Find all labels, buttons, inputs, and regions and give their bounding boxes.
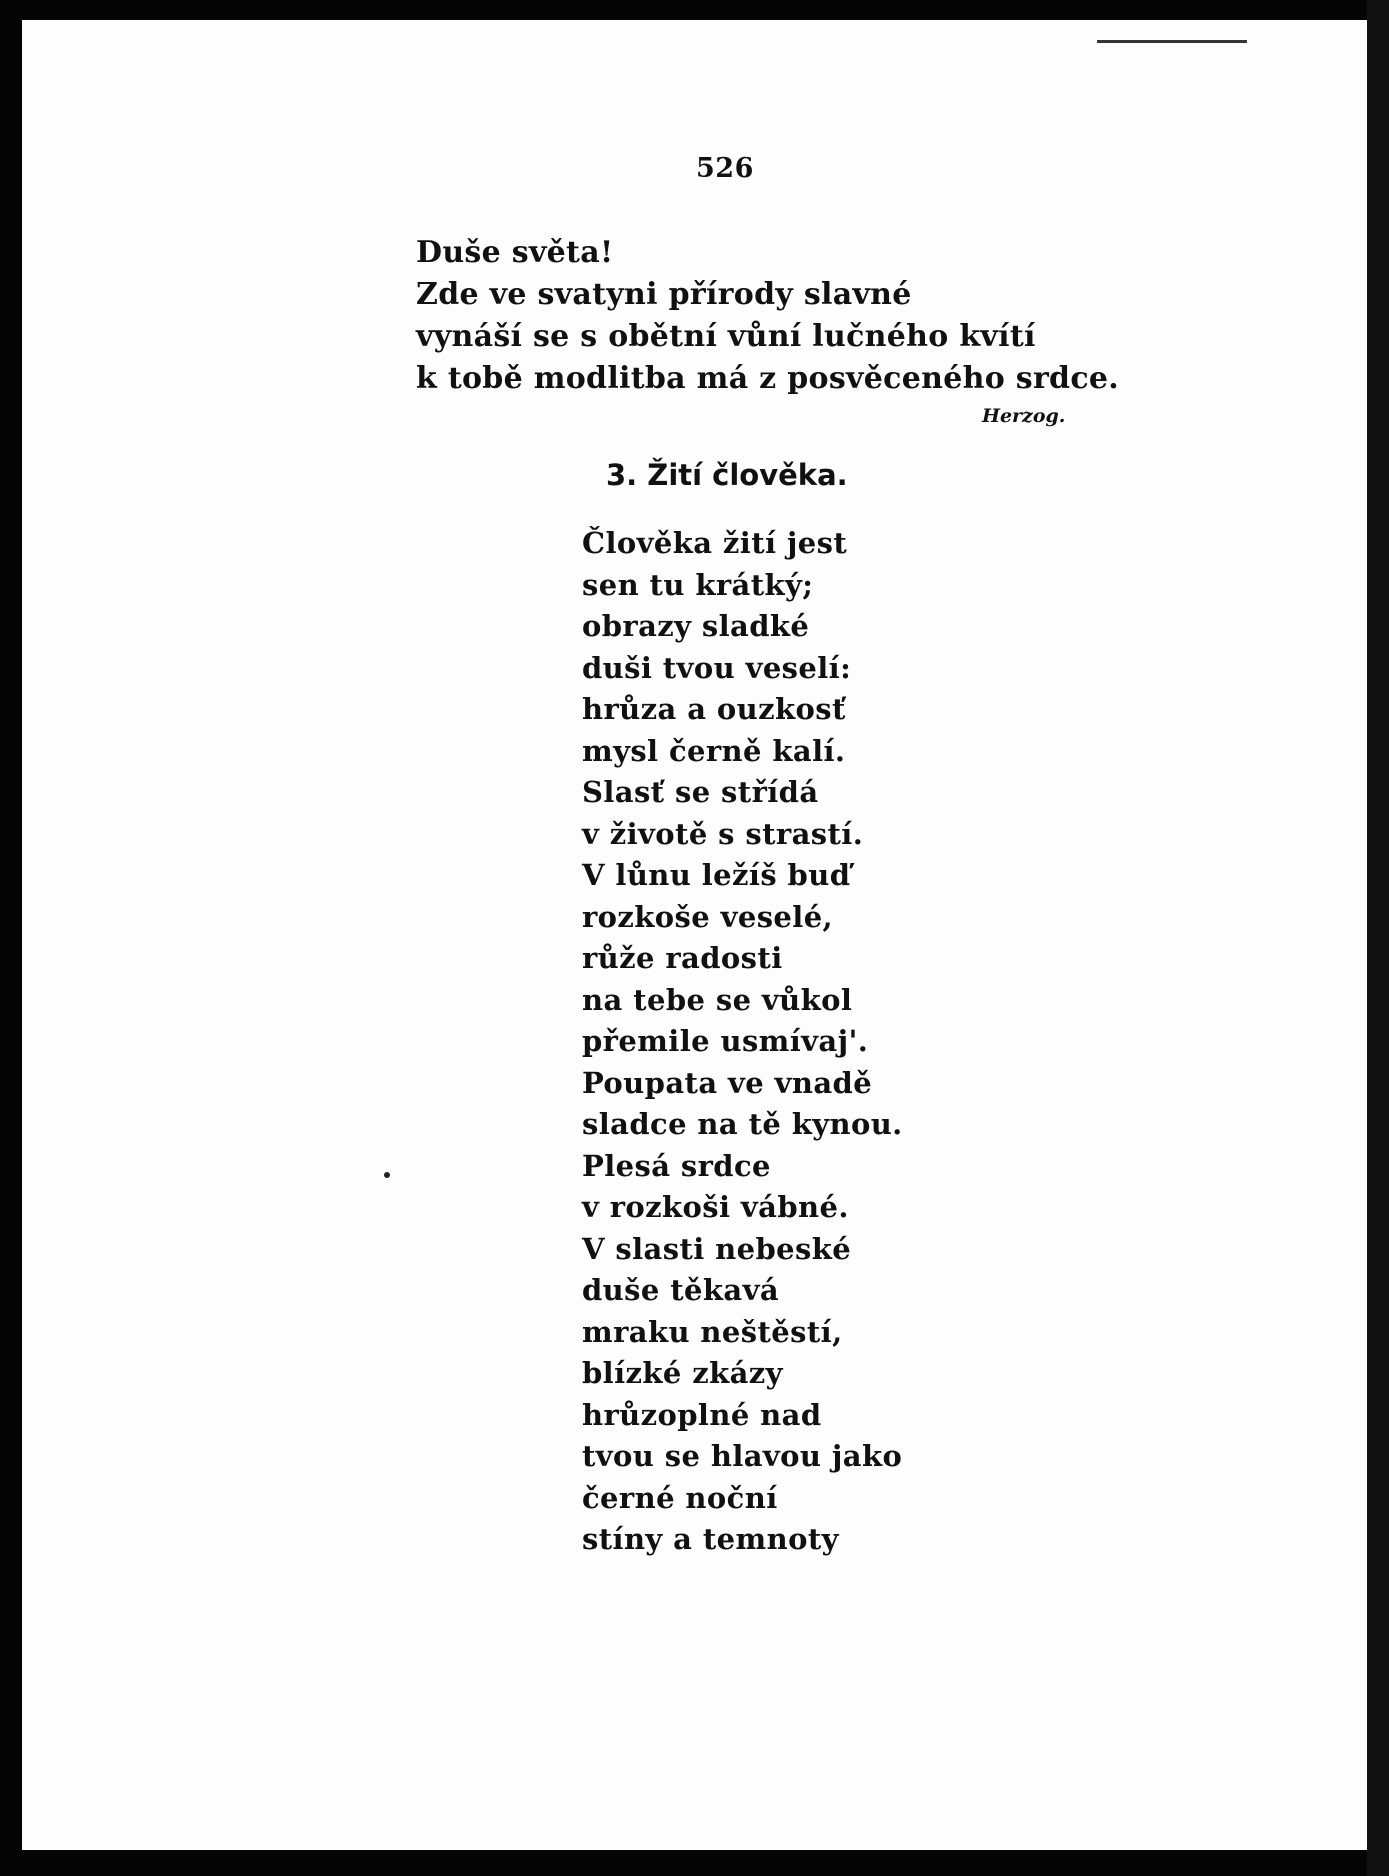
poem-line: blízké zkázy <box>582 1356 783 1390</box>
poem-line: rozkoše veselé, <box>582 899 834 934</box>
poem-line: V slasti nebeské <box>582 1231 852 1266</box>
poem-line: mraku neštěstí, <box>582 1314 843 1349</box>
poem-line: duši tvou veselí: <box>582 650 852 685</box>
poem-line: v životě s strastí. <box>582 816 864 851</box>
poem-line: sen tu krátký; <box>582 567 814 602</box>
section-heading: 3. Žití člověka. <box>606 458 848 492</box>
stanza-line: Zde ve svatyni přírody slavné <box>416 277 912 312</box>
stanza-line: k tobě modlitba má z posvěceného srdce. <box>416 361 1120 396</box>
poem-line: na tebe se vůkol <box>582 982 853 1017</box>
poem-body <box>582 523 903 1561</box>
stanza-line: Duše světa! <box>416 235 614 270</box>
poem-line: mysl černě kalí. <box>582 733 846 768</box>
page-number: 526 <box>696 153 754 184</box>
poem-line: obrazy sladké <box>582 609 810 643</box>
poem-line: hrůza a ouzkosť <box>582 692 846 726</box>
stanza-line: vynáší se s obětní vůní lučného kvítí <box>416 319 1036 354</box>
poem-line: duše těkavá <box>582 1273 780 1307</box>
poem-line: V lůnu ležíš buď <box>582 858 851 892</box>
poem-line: Plesá srdce <box>582 1148 771 1183</box>
poem-line: v rozkoši vábné. <box>582 1190 849 1224</box>
closing-stanza <box>416 232 1119 400</box>
author-attribution: Herzog. <box>982 405 1066 427</box>
poem-line: tvou se hlavou jako <box>582 1439 903 1473</box>
poem-line: růže radosti <box>582 941 783 975</box>
poem-line: černé noční <box>582 1480 778 1515</box>
poem-line: Poupata ve vnadě <box>582 1065 873 1100</box>
poem-line: Člověka žití jest <box>582 526 848 560</box>
scan-smudge <box>1097 40 1247 43</box>
poem-line: stíny a temnoty <box>582 1522 839 1556</box>
scan-edge <box>1367 0 1389 1876</box>
ink-speck <box>384 1172 390 1178</box>
poem-line: Slasť se střídá <box>582 775 819 809</box>
poem-line: přemile usmívaj'. <box>582 1024 869 1058</box>
poem-line: sladce na tě kynou. <box>582 1107 903 1141</box>
poem-line: hrůzoplné nad <box>582 1397 822 1432</box>
